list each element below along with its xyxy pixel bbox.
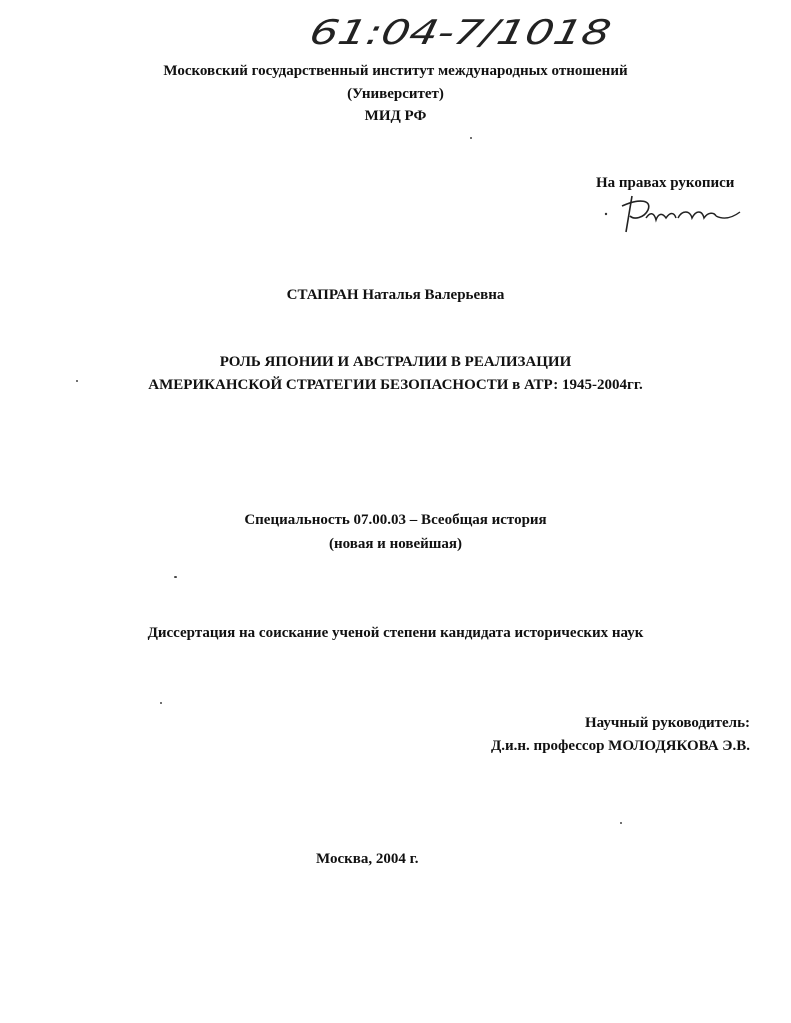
institute-name: Московский государственный институт международных отношений: [163, 63, 628, 79]
signature-icon: [600, 190, 750, 240]
ministry-label: МИД РФ: [364, 108, 427, 124]
author-name: СТАПРАН Наталья Валерьевна: [286, 287, 505, 303]
handwritten-archive-number: [300, 6, 620, 60]
specialty-line-1: Специальность 07.00.03 – Всеобщая история: [244, 512, 547, 528]
scan-speck: [470, 137, 472, 139]
scan-speck: [160, 702, 162, 704]
archive-number-text: 61:04-7/1018: [306, 13, 545, 53]
supervisor-name: Д.и.н. профессор МОЛОДЯКОВА Э.В.: [490, 738, 750, 754]
scan-speck: [76, 380, 78, 382]
university-label: (Университет): [347, 86, 444, 102]
dissertation-label: Диссертация на соискание ученой степени кандидата исторических наук: [147, 625, 644, 641]
supervisor-label: Научный руководитель:: [585, 715, 750, 731]
specialty-line-2: (новая и новейшая): [328, 536, 463, 552]
scan-speck: [620, 822, 622, 824]
title-line-1: РОЛЬ ЯПОНИИ И АВСТРАЛИИ В РЕАЛИЗАЦИИ: [219, 354, 572, 370]
manuscript-rights: На правах рукописи: [596, 175, 735, 191]
title-line-2: АМЕРИКАНСКОЙ СТРАТЕГИИ БЕЗОПАСНОСТИ в АТР: 1945-2004гг.: [148, 377, 643, 393]
scan-speck: [174, 576, 177, 578]
city-year: Москва, 2004 г.: [316, 851, 419, 867]
